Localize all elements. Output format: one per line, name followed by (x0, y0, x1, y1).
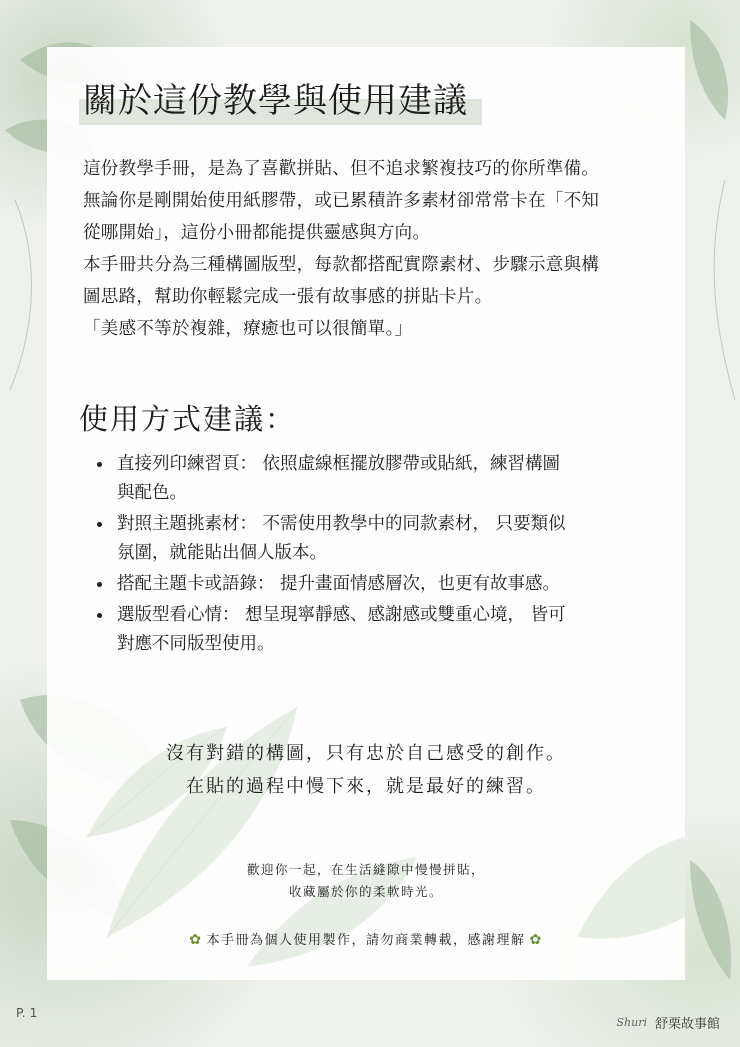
notice-text: 本手冊為個人使用製作，請勿商業轉載，感謝理解 (206, 933, 526, 948)
signature-logo: Shuri (616, 1016, 647, 1029)
leaf-icon: ✿ (189, 932, 203, 948)
list-item-line: 與配色。 (117, 483, 187, 503)
leaf-icon: ✿ (529, 932, 543, 948)
page-title: 關於這份教學與使用建議 (83, 81, 468, 121)
list-item (95, 601, 625, 659)
brand-name: 舒栗故事館 (654, 1017, 720, 1032)
list-item (95, 570, 625, 599)
quote-line: 沒有對錯的構圖，只有忠於自己感受的創作。 (166, 743, 566, 764)
list-item-line: 氛圍，就能貼出個人版本。 (117, 543, 327, 563)
usage-list (95, 450, 625, 661)
intro-paragraph (83, 153, 673, 345)
list-item-line: 選版型看心情： 想呈現寧靜感、感謝感或雙重心境， 皆可 (117, 605, 566, 625)
bullet-icon (97, 613, 102, 618)
page-number: P. 1 (16, 1005, 38, 1020)
intro-line: 這份教學手冊，是為了喜歡拼貼、但不追求繁複技巧的你所準備。 (83, 159, 600, 179)
list-item-line: 搭配主題卡或語錄： 提升畫面情感層次，也更有故事感。 (117, 574, 561, 594)
intro-line: 本手冊共分為三種構圖版型，每款都搭配實際素材、步驟示意與構 (83, 255, 600, 275)
intro-line: 圖思路，幫助你輕鬆完成一張有故事感的拼貼卡片。 (83, 287, 493, 307)
bullet-icon (97, 462, 102, 467)
bullet-icon (97, 582, 102, 587)
bullet-icon (97, 522, 102, 527)
welcome-line: 收藏屬於你的柔軟時光。 (288, 884, 443, 899)
intro-line: 無論你是剛開始使用紙膠帶，或已累積許多素材卻常常卡在「不知 (83, 191, 600, 211)
intro-line: 「美感不等於複雜，療癒也可以很簡單。」 (83, 319, 413, 339)
quote-line: 在貼的過程中慢下來，就是最好的練習。 (186, 776, 546, 797)
list-item (95, 450, 625, 508)
intro-line: 從哪開始」，這份小冊都能提供靈感與方向。 (83, 223, 431, 243)
title-highlight (79, 75, 482, 125)
content-card (47, 47, 685, 980)
list-item-line: 對照主題挑素材： 不需使用教學中的同款素材， 只要類似 (117, 514, 566, 534)
usage-notice (47, 929, 685, 948)
brand-logo (617, 1013, 721, 1032)
welcome-line: 歡迎你一起，在生活縫隙中慢慢拼貼， (246, 862, 485, 877)
list-item (95, 510, 625, 568)
list-item-line: 對應不同版型使用。 (117, 634, 275, 654)
list-item-line: 直接列印練習頁： 依照虛線框擺放膠帶或貼紙，練習構圖 (117, 454, 561, 474)
usage-heading: 使用方式建議： (79, 402, 297, 436)
